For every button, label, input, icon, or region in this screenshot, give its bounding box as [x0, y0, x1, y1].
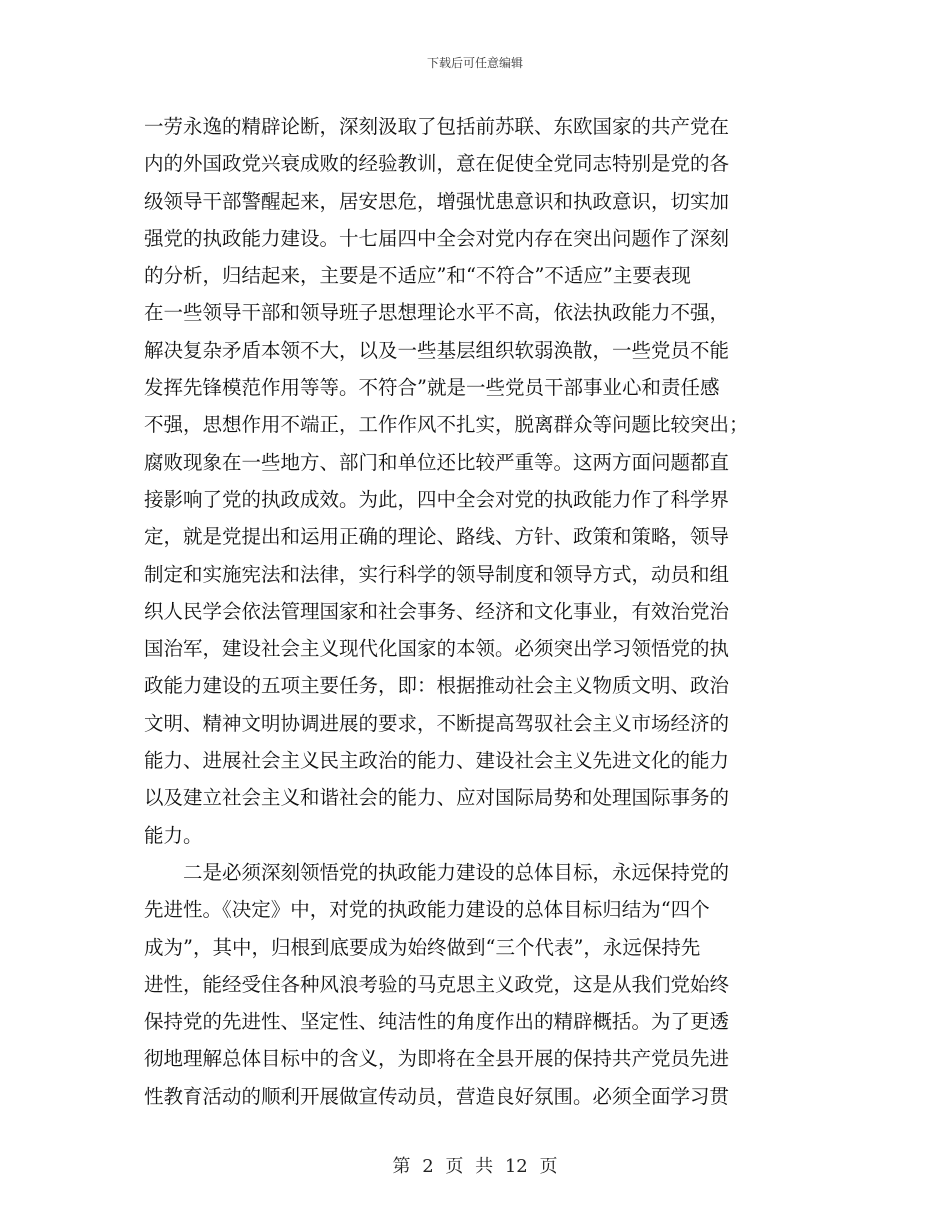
text-line-23: 成为”，其中，归根到底要成为始终做到“三个代表”，永远保持先: [144, 935, 701, 959]
page-header: 下载后可任意编辑: [426, 56, 523, 70]
text-line-20: 能力。: [144, 823, 203, 847]
text-line-3: 级领导干部警醒起来，居安思危，增强忧患意识和执政意识，切实加: [144, 189, 730, 213]
text-line-22: 先进性。《决定》中，对党的执政能力建设的总体目标归结为“四个: [144, 898, 710, 922]
text-line-8: 发挥先锋模范作用等等。不符合”就是一些党员干部事业心和责任感: [144, 376, 720, 400]
text-line-9: 不强，思想作用不端正，工作作风不扎实，脱离群众等问题比较突出；: [144, 413, 749, 437]
text-line-24: 进性，能经受住各种风浪考验的马克思主义政党，这是从我们党始终: [144, 972, 730, 996]
text-line-15: 国治军，建设社会主义现代化国家的本领。必须突出学习领悟党的执: [144, 637, 730, 661]
text-line-16: 政能力建设的五项主要任务，即：根据推动社会主义物质文明、政治: [144, 674, 730, 698]
page-number-footer: 第 2 页 共 12 页: [392, 1156, 558, 1177]
text-line-25: 保持党的先进性、坚定性、纯洁性的角度作出的精辟概括。为了更透: [144, 1010, 730, 1034]
text-line-14: 织人民学会依法管理国家和社会事务、经济和文化事业，有效治党治: [144, 599, 730, 623]
text-line-5: 的分析，归结起来，主要是不适应”和“不符合”不适应”主要表现: [144, 264, 691, 288]
text-line-18: 能力、进展社会主义民主政治的能力、建设社会主义先进文化的能力: [144, 749, 730, 773]
text-line-7: 解决复杂矛盾本领不大，以及一些基层组织软弱涣散，一些党员不能: [144, 338, 730, 362]
text-line-6: 在一些领导干部和领导班子思想理论水平不高，依法执政能力不强，: [144, 301, 730, 325]
text-line-11: 接影响了党的执政成效。为此，四中全会对党的执政能力作了科学界: [144, 487, 730, 511]
text-line-12: 定，就是党提出和运用正确的理论、路线、方针、政策和策略，领导: [144, 525, 730, 549]
text-line-4: 强党的执政能力建设。十七届四中全会对党内存在突出问题作了深刻: [144, 226, 730, 250]
text-line-19: 以及建立社会主义和谐社会的能力、应对国际局势和处理国际事务的: [144, 786, 730, 810]
text-line-1: 一劳永逸的精辟论断，深刻汲取了包括前苏联、东欧国家的共产党在: [144, 115, 730, 138]
text-line-2: 内的外国政党兴衰成败的经验教训，意在促使全党同志特别是党的各: [144, 152, 730, 176]
text-line-27: 性教育活动的顺利开展做宣传动员，营造良好氛围。必须全面学习贯: [144, 1084, 730, 1108]
body-text: [144, 108, 800, 1115]
text-line-13: 制定和实施宪法和法律，实行科学的领导制度和领导方式，动员和组: [144, 562, 730, 586]
text-line-21: 二是必须深刻领悟党的执政能力建设的总体目标，永远保持党的: [144, 860, 730, 884]
text-line-10: 腐败现象在一些地方、部门和单位还比较严重等。这两方面问题都直: [144, 450, 730, 474]
text-line-17: 文明、精神文明协调进展的要求，不断提高驾驭社会主义市场经济的: [144, 711, 730, 735]
text-line-26: 彻地理解总体目标中的含义，为即将在全县开展的保持共产党员先进: [144, 1047, 730, 1071]
